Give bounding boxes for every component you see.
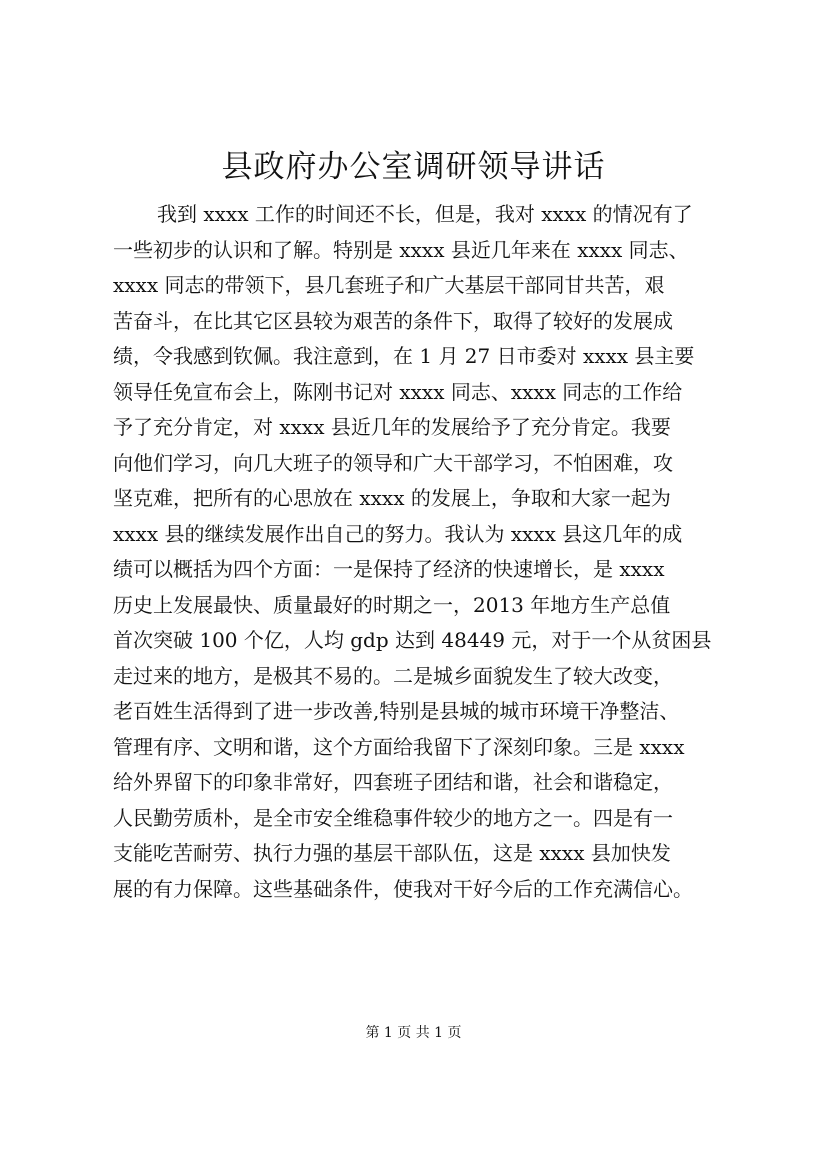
body-line: xxxx 县的继续发展作出自己的努力。我认为 xxxx 县这几年的成 bbox=[113, 521, 683, 546]
body-line: 人民勤劳质朴，是全市安全维稳事件较少的地方之一。四是有一 bbox=[113, 805, 673, 830]
body-line: 坚克难，把所有的心思放在 xxxx 的发展上，争取和大家一起为 bbox=[113, 486, 671, 510]
body-line: 首次突破 100 个亿，人均 gdp 达到 48449 元，对于一个从贫困县 bbox=[113, 628, 712, 652]
body-line: 绩可以概括为四个方面：一是保持了经济的快速增长，是 xxxx bbox=[113, 557, 665, 581]
body-line: 苦奋斗，在比其它区县较为艰苦的条件下，取得了较好的发展成 bbox=[113, 308, 673, 333]
body-line: 走过来的地方，是极其不易的。二是城乡面貌发生了较大改变， bbox=[113, 663, 673, 688]
body-line: 给外界留下的印象非常好，四套班子团结和谐，社会和谐稳定， bbox=[113, 770, 673, 794]
body-line: 管理有序、文明和谐，这个方面给我留下了深刻印象。三是 xxxx bbox=[113, 734, 685, 759]
page-footer: 第 1 页 共 1 页 bbox=[365, 1025, 462, 1041]
body-line: xxxx 同志的带领下，县几套班子和广大基层干部同甘共苦，艰 bbox=[113, 273, 665, 297]
body-line: 展的有力保障。这些基础条件，使我对干好今后的工作充满信心。 bbox=[113, 876, 693, 901]
body-line: 历史上发展最快、质量最好的时期之一，2013 年地方生产总值 bbox=[113, 592, 671, 617]
body-line: 领导任免宣布会上，陈刚书记对 xxxx 同志、xxxx 同志的工作给 bbox=[113, 379, 683, 404]
body-line: 支能吃苦耐劳、执行力强的基层干部队伍，这是 xxxx 县加快发 bbox=[113, 841, 671, 865]
body-line: 绩，令我感到钦佩。我注意到，在 1 月 27 日市委对 xxxx 县主要 bbox=[113, 344, 695, 368]
body-line: 我到 xxxx 工作的时间还不长，但是，我对 xxxx 的情况有了 bbox=[157, 202, 693, 226]
body-line: 予了充分肯定，对 xxxx 县近几年的发展给予了充分肯定。我要 bbox=[113, 415, 671, 439]
document-title: 县政府办公室调研领导讲话 bbox=[221, 149, 606, 185]
document-body bbox=[113, 197, 753, 907]
body-line: 一些初步的认识和了解。特别是 xxxx 县近几年来在 xxxx 同志、 bbox=[113, 237, 689, 262]
body-line: 向他们学习，向几大班子的领导和广大干部学习，不怕困难，攻 bbox=[113, 450, 673, 475]
body-line: 老百姓生活得到了进一步改善,特别是县城的城市环境干净整洁、 bbox=[113, 699, 680, 723]
